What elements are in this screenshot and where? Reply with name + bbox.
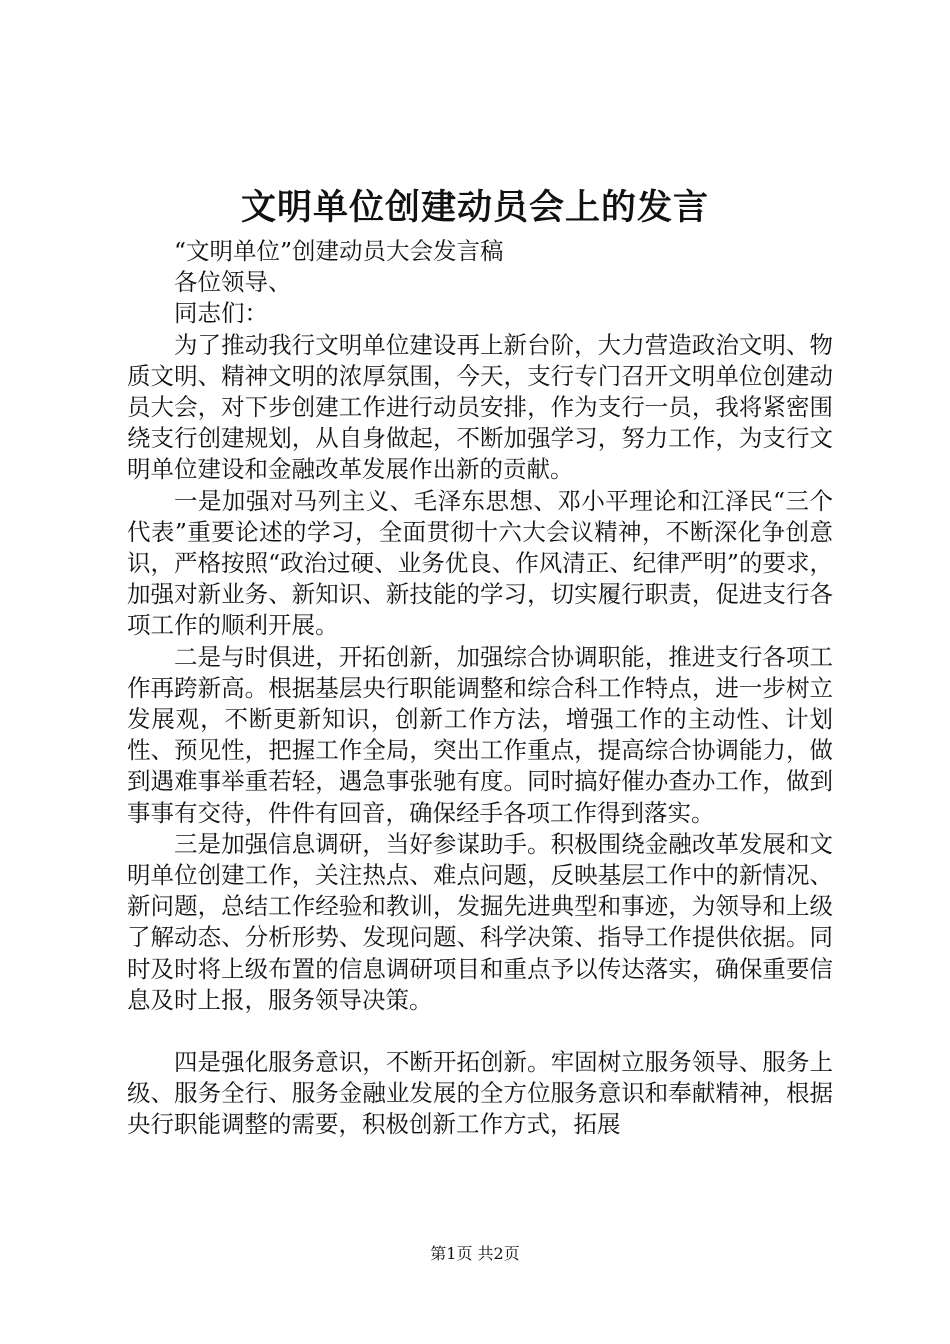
salutation-line: 各位领导、 [174,268,292,297]
body-paragraph: 四是强化服务意识，不断开拓创新。牢固树立服务领导、服务上级、服务全行、服务金融业发展的全方位服务意识和奉献精神，根据央行职能调整的需要，积极创新工作方式，拓展 [127,1048,833,1139]
subtitle-paragraph: “文明单位”创建动员大会发言稿 [174,237,504,265]
body-paragraph: 一是加强对马列主义、毛泽东思想、邓小平理论和江泽民“三个代表”重要论述的学习，全面贯彻十六大会议精神，不断深化争创意识，严格按照“政治过硬、业务优良、作风清正、纪律严明”的要求，加强对新业务、新知识、新技能的学习，切实履行职责，促进支行各项工作的顺利开展。 [127,486,833,640]
body-paragraph: 三是加强信息调研，当好参谋助手。积极围绕金融改革发展和文明单位创建工作，关注热点、难点问题，反映基层工作中的新情况、新问题，总结工作经验和教训，发掘先进典型和事迹，为领导和上级了解动态、分析形势、发现问题、科学决策、指导工作提供依据。同时及时将上级布置的信息调研项目和重点予以传达落实，确保重要信息及时上报，服务领导决策。 [127,829,833,1014]
document-body [127,236,833,1141]
body-paragraph: 二是与时俱进，开拓创新，加强综合协调职能，推进支行各项工作再跨新高。根据基层央行职能调整和综合科工作特点，进一步树立发展观，不断更新知识，创新工作方法，增强工作的主动性、计划性、预见性，把握工作全局，突出工作重点，提高综合协调能力，做到遇难事举重若轻，遇急事张驰有度。同时搞好催办查办工作，做到事事有交待，件件有回音，确保经手各项工作得到落实。 [127,642,833,827]
body-paragraph: 为了推动我行文明单位建设再上新台阶，大力营造政治文明、物质文明、精神文明的浓厚氛围，今天，支行专门召开文明单位创建动员大会，对下步创建工作进行动员安排，作为支行一员，我将紧密围绕支行创建规划，从自身做起，不断加强学习，努力工作，为支行文明单位建设和金融改革发展作出新的贡献。 [127,330,833,484]
page-number-footer: 第1页 共2页 [430,1244,520,1263]
document-title: 文明单位创建动员会上的发言 [240,187,709,228]
salutation-line: 同志们： [174,299,268,328]
